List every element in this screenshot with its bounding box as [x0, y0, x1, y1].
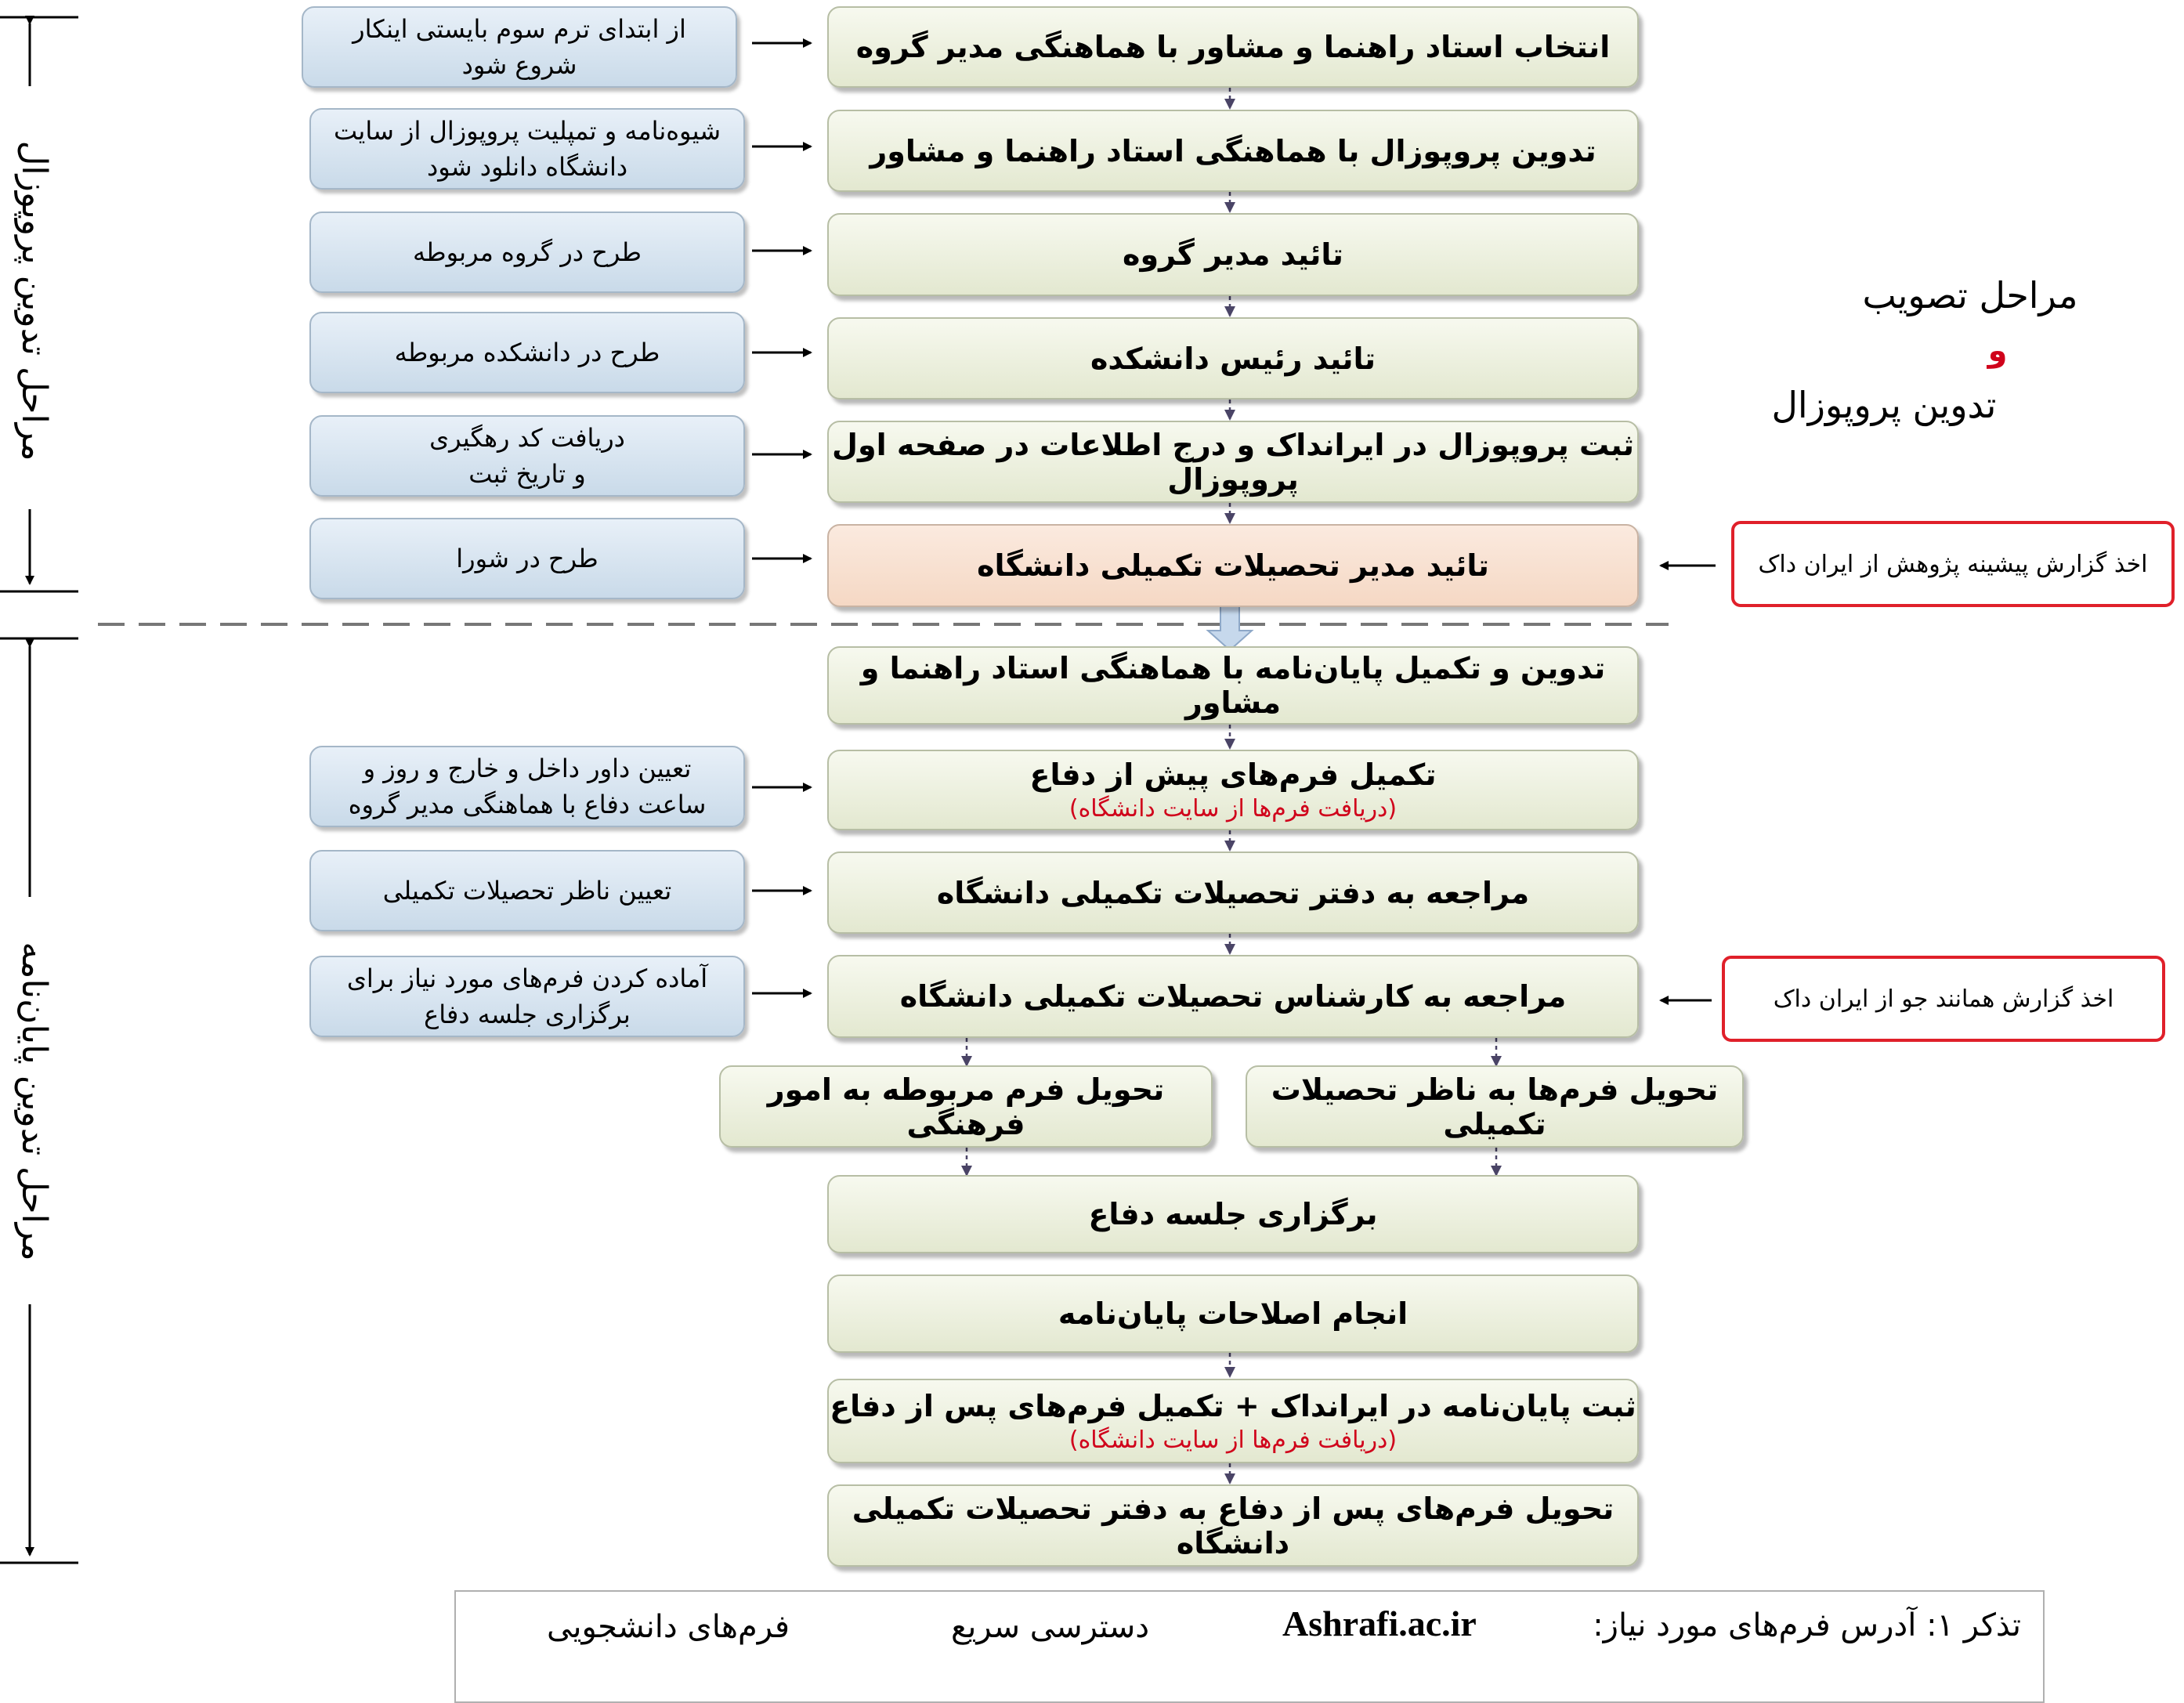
step-select-supervisor	[827, 6, 1639, 88]
note-line: دانشگاه دانلود شود	[426, 152, 628, 182]
step-draft-proposal	[827, 110, 1639, 192]
note-tracking-code	[309, 415, 745, 497]
step-deliver-forms-supervisor	[1246, 1065, 1744, 1148]
note-assign-supervisor	[309, 850, 745, 931]
step-register-thesis-post-forms	[827, 1379, 1639, 1463]
note-council-review	[309, 518, 745, 599]
step-text: انتخاب استاد راهنما و مشاور با هماهنگی مدیر گروه	[855, 30, 1611, 64]
side-title-line2: تدوین پروپوزال	[1771, 384, 1997, 426]
footnote-quick-access: دسترسی سریع	[951, 1609, 1150, 1645]
note-line: شروع شود	[461, 50, 577, 80]
red-note-arrows	[1661, 566, 1716, 1000]
note-line: تعیین داور داخل و خارج و روز و	[363, 753, 692, 783]
step-graduate-director-approval	[827, 524, 1639, 607]
footnote-site: Ashrafi.ac.ir	[1282, 1604, 1477, 1643]
side-title-conj: و	[1987, 333, 2008, 369]
note-line: تعیین ناظر تحصیلات تکمیلی	[382, 875, 672, 906]
step-text: مراجعه به کارشناس تحصیلات تکمیلی دانشگاه	[899, 979, 1567, 1014]
side-title	[1708, 266, 2146, 454]
step-subtext: (دریافت فرم‌ها از سایت دانشگاه)	[1068, 795, 1398, 823]
step-pre-defense-forms	[827, 750, 1639, 830]
note-prepare-forms	[309, 956, 745, 1037]
note-line: شیوه‌نامه و تمپلیت پروپوزال از سایت	[333, 115, 721, 146]
note-faculty-review	[309, 312, 745, 393]
note-line: آماده کردن فرم‌های مورد نیاز برای	[346, 963, 708, 993]
note-download-template	[309, 108, 745, 190]
note-irandoc-literature-report: اخذ گزارش پیشینه پژوهش از ایران داک	[1731, 521, 2175, 607]
proposal-phase-label: مراحل تدوین پروپوزال	[14, 140, 54, 461]
note-assign-referees	[309, 746, 745, 827]
side-title-line1: مراحل تصویب	[1862, 274, 2078, 316]
step-text: تائید مدیر تحصیلات تکمیلی دانشگاه	[977, 548, 1489, 583]
step-text: تحویل فرم مربوطه به امور فرهنگی	[767, 1072, 1165, 1141]
note-line: از ابتدای ترم سوم بایستی اینکار	[353, 13, 686, 44]
step-text: برگزاری جلسه دفاع	[1088, 1197, 1378, 1231]
step-visit-graduate-expert	[827, 955, 1639, 1038]
step-text: تحویل فرم‌ها به ناظر تحصیلات تکمیلی	[1271, 1072, 1719, 1141]
footnote-box	[454, 1590, 2045, 1703]
step-text: مراجعه به دفتر تحصیلات تکمیلی دانشگاه	[936, 875, 1530, 910]
step-subtext: (دریافت فرم‌ها از سایت دانشگاه)	[1068, 1426, 1398, 1454]
step-write-thesis	[827, 646, 1639, 725]
step-deliver-post-defense-forms	[827, 1484, 1639, 1567]
side-note-arrows	[752, 43, 811, 993]
note-start-third-term	[302, 6, 737, 88]
note-line: طرح در گروه مربوطه	[413, 237, 642, 267]
note-line: برگزاری جلسه دفاع	[424, 1000, 631, 1029]
step-text: تدوین پروپوزال با هماهنگی استاد راهنما و مشاور	[870, 133, 1596, 168]
step-text: تدوین و تکمیل پایان‌نامه با هماهنگی استاد راهنما و مشاور	[860, 651, 1606, 720]
note-group-review	[309, 212, 745, 293]
step-group-head-approval	[827, 213, 1639, 296]
step-visit-graduate-office	[827, 852, 1639, 934]
note-irandoc-similarity-report: اخذ گزارش همانند جو از ایران داک	[1722, 956, 2165, 1042]
step-deliver-form-cultural-affairs	[719, 1065, 1213, 1148]
step-hold-defense	[827, 1175, 1639, 1253]
step-text: تحویل فرم‌های پس از دفاع به دفتر تحصیلات تکمیلی دانشگاه	[852, 1491, 1614, 1560]
thesis-phase-label: مراحل تدوین پایان‌نامه	[14, 942, 54, 1261]
footnote-label: تذکر ۱: آدرس فرم‌های مورد نیاز:	[1593, 1607, 2021, 1643]
step-irandoc-register	[827, 421, 1639, 503]
step-text: انجام اصلاحات پایان‌نامه	[1058, 1296, 1408, 1331]
step-text: ثبت پروپوزال در ایرانداک و درج اطلاعات در صفحه اول پروپوزال	[831, 427, 1634, 497]
note-line: دریافت کد رهگیری	[429, 422, 625, 453]
note-line: و تاریخ ثبت	[468, 459, 586, 489]
step-text: ثبت پایان‌نامه در ایرانداک + تکمیل فرم‌های پس از دفاع	[830, 1388, 1636, 1423]
step-thesis-revisions	[827, 1275, 1639, 1353]
step-dean-approval	[827, 317, 1639, 400]
step-text: تکمیل فرم‌های پیش از دفاع	[1029, 757, 1437, 792]
note-line: ساعت دفاع با هماهنگی مدیر گروه	[348, 790, 707, 819]
note-line: طرح در دانشکده مربوطه	[394, 337, 660, 367]
step-text: تائید رئیس دانشکده	[1090, 341, 1376, 376]
step-text: تائید مدیر گروه	[1123, 237, 1343, 272]
note-line: طرح در شورا	[456, 543, 598, 573]
footnote-student-forms: فرم‌های دانشجویی	[547, 1609, 790, 1645]
